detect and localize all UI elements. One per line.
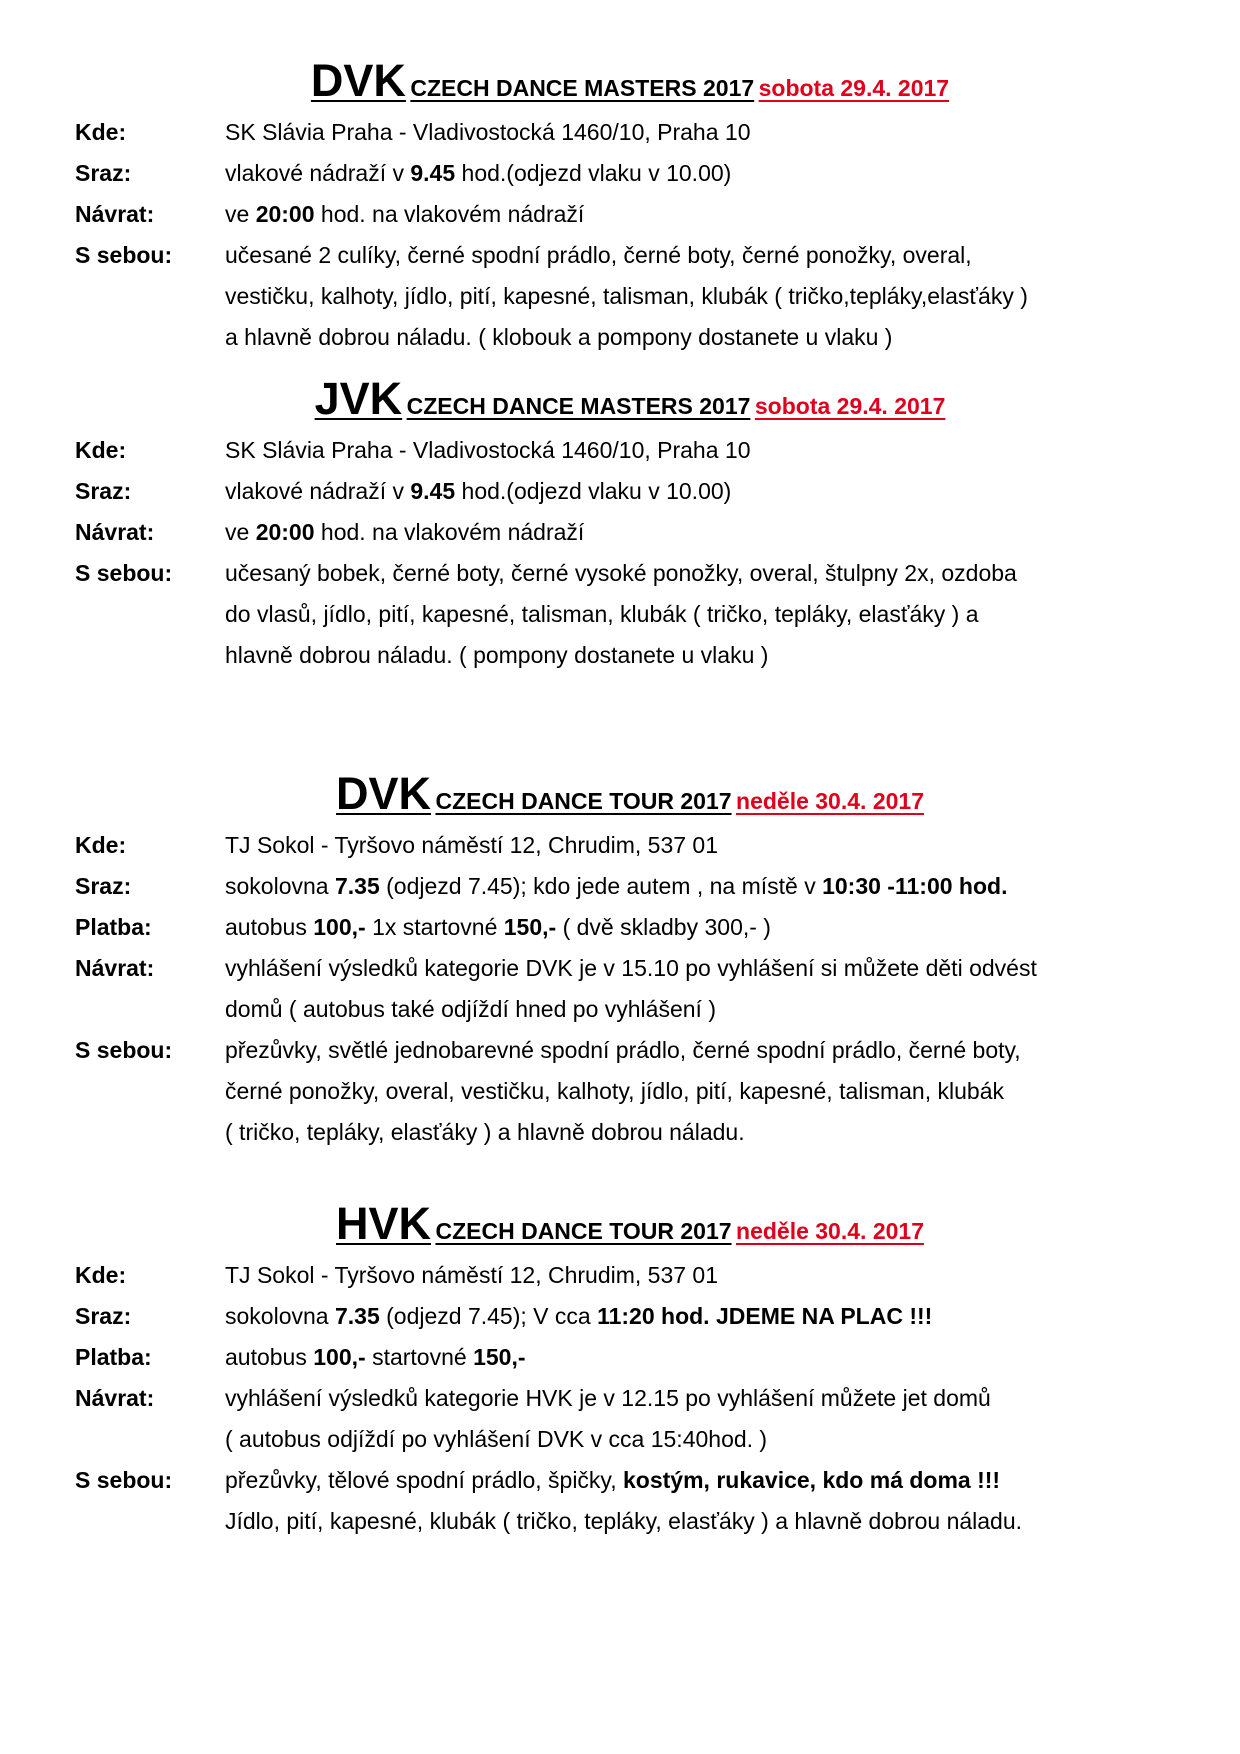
text-segment: vlakové nádraží v [225, 160, 411, 186]
text-segment: učesané 2 culíky, černé spodní prádlo, černé boty, černé ponožky, overal, [225, 242, 972, 268]
info-row-navrat [0, 194, 1240, 235]
row-label: Sraz: [75, 873, 132, 899]
text-segment: startovné [365, 1344, 474, 1370]
category-abbr: DVK [336, 768, 432, 819]
event-date: neděle 30.4. 2017 [736, 1218, 924, 1244]
text-segment: přezůvky, světlé jednobarevné spodní prádlo, černé spodní prádlo, černé boty, [225, 1037, 1021, 1063]
event-section-jvk-masters [0, 370, 1240, 676]
text-segment: sokolovna [225, 1303, 335, 1329]
row-line [225, 825, 1180, 866]
row-line [225, 1296, 1180, 1337]
info-row-kde [0, 1255, 1240, 1296]
text-segment: Jídlo, pití, kapesné, klubák ( tričko, tepláky, elasťáky ) a hlavně dobrou náladu. [225, 1508, 1023, 1534]
info-row-platba [0, 1337, 1240, 1378]
info-row-s-sebou [0, 1460, 1240, 1542]
text-segment: vyhlášení výsledků kategorie HVK je v 12.15 po vyhlášení můžete jet domů [225, 1385, 991, 1411]
text-segment: vyhlášení výsledků kategorie DVK je v 15.10 po vyhlášení si můžete děti odvést [225, 955, 1037, 981]
event-name: CZECH DANCE MASTERS 2017 [410, 75, 755, 101]
row-line [225, 153, 1180, 194]
text-segment: autobus [225, 914, 314, 940]
text-segment: hod.(odjezd vlaku v 10.00) [455, 478, 732, 504]
row-line [225, 594, 1180, 635]
bold-segment: 150,- [503, 914, 557, 940]
row-line [225, 276, 1180, 317]
row-label: Kde: [75, 437, 127, 463]
text-segment: ve [225, 519, 256, 545]
row-line [225, 1255, 1180, 1296]
text-segment: přezůvky, tělové spodní prádlo, špičky, [225, 1467, 624, 1493]
row-line [225, 112, 1180, 153]
event-section-hvk-tour [0, 1195, 1240, 1542]
text-segment: ( autobus odjíždí po vyhlášení DVK v cca 15:40hod. ) [225, 1426, 768, 1452]
bold-segment: 20:00 [255, 519, 315, 545]
row-line [225, 1337, 1180, 1378]
text-segment: černé ponožky, overal, vestičku, kalhoty, jídlo, pití, kapesné, talisman, klubák [225, 1078, 1004, 1104]
info-row-kde [0, 825, 1240, 866]
event-heading [0, 765, 1240, 823]
text-segment: vlakové nádraží v [225, 478, 411, 504]
info-row-navrat [0, 512, 1240, 553]
text-segment: do vlasů, jídlo, pití, kapesné, talisman, klubák ( tričko, tepláky, elasťáky ) a [225, 601, 979, 627]
row-label: Návrat: [75, 201, 155, 227]
info-row-s-sebou [0, 235, 1240, 358]
row-label: Sraz: [75, 160, 132, 186]
text-segment: autobus [225, 1344, 314, 1370]
row-line [225, 512, 1180, 553]
category-abbr: DVK [310, 55, 406, 106]
text-segment: SK Slávia Praha - Vladivostocká 1460/10, Praha 10 [225, 119, 751, 145]
text-segment: vestičku, kalhoty, jídlo, pití, kapesné, talisman, klubák ( tričko,tepláky,elasťáky ) [225, 283, 1028, 309]
bold-segment: 10:30 -11:00 hod. [822, 873, 1008, 899]
row-label: Platba: [75, 1344, 152, 1370]
event-date: sobota 29.4. 2017 [754, 393, 946, 419]
event-date: neděle 30.4. 2017 [736, 788, 924, 814]
row-label: S sebou: [75, 560, 173, 586]
info-row-sraz [0, 471, 1240, 512]
row-label: Kde: [75, 119, 127, 145]
event-heading [0, 370, 1240, 428]
info-row-s-sebou [0, 1030, 1240, 1153]
row-line [225, 1501, 1180, 1542]
row-line [225, 194, 1180, 235]
text-segment: ( dvě skladby 300,- ) [556, 914, 771, 940]
info-row-kde [0, 430, 1240, 471]
text-segment: (odjezd 7.45); kdo jede autem , na místě v [379, 873, 823, 899]
row-label: Kde: [75, 1262, 127, 1288]
row-line [225, 1378, 1180, 1419]
text-segment: hod.(odjezd vlaku v 10.00) [455, 160, 732, 186]
text-segment: hod. na vlakovém nádraží [314, 201, 585, 227]
row-line [225, 1030, 1180, 1071]
info-row-navrat [0, 1378, 1240, 1460]
row-line [225, 1460, 1180, 1501]
category-abbr: HVK [336, 1198, 432, 1249]
row-line [225, 471, 1180, 512]
bold-segment: 9.45 [410, 160, 456, 186]
row-line [225, 866, 1180, 907]
bold-segment: 11:20 hod. JDEME NA PLAC !!! [597, 1303, 933, 1329]
row-line [225, 635, 1180, 676]
event-heading [0, 1195, 1240, 1253]
row-label: S sebou: [75, 1467, 173, 1493]
category-abbr: JVK [314, 373, 403, 424]
event-heading [0, 52, 1240, 110]
bold-segment: 20:00 [255, 201, 315, 227]
text-segment: a hlavně dobrou náladu. ( klobouk a pompony dostanete u vlaku ) [225, 324, 893, 350]
row-line [225, 1071, 1180, 1112]
text-segment: SK Slávia Praha - Vladivostocká 1460/10, Praha 10 [225, 437, 751, 463]
text-segment: (odjezd 7.45); V cca [379, 1303, 598, 1329]
bold-segment: 7.35 [334, 873, 380, 899]
text-segment: sokolovna [225, 873, 335, 899]
row-label: S sebou: [75, 1037, 173, 1063]
info-row-sraz [0, 153, 1240, 194]
text-segment: 1x startovné [365, 914, 504, 940]
row-line [225, 948, 1180, 989]
event-date: sobota 29.4. 2017 [758, 75, 950, 101]
text-segment: učesaný bobek, černé boty, černé vysoké ponožky, overal, štulpny 2x, ozdoba [225, 560, 1017, 586]
info-row-platba [0, 907, 1240, 948]
row-label: Sraz: [75, 1303, 132, 1329]
row-line [225, 1419, 1180, 1460]
row-line [225, 907, 1180, 948]
row-line [225, 317, 1180, 358]
bold-segment: 150,- [473, 1344, 526, 1370]
info-row-kde [0, 112, 1240, 153]
bold-segment: 100,- [313, 914, 366, 940]
row-label: S sebou: [75, 242, 173, 268]
text-segment: hod. na vlakovém nádraží [314, 519, 585, 545]
text-segment: hlavně dobrou náladu. ( pompony dostanete u vlaku ) [225, 642, 769, 668]
bold-segment: 9.45 [410, 478, 456, 504]
row-line [225, 553, 1180, 594]
info-row-sraz [0, 1296, 1240, 1337]
info-row-s-sebou [0, 553, 1240, 676]
info-row-navrat [0, 948, 1240, 1030]
text-segment: TJ Sokol - Tyršovo náměstí 12, Chrudim, 537 01 [225, 832, 719, 858]
row-label: Návrat: [75, 1385, 155, 1411]
event-name: CZECH DANCE TOUR 2017 [435, 788, 732, 814]
bold-segment: 7.35 [334, 1303, 380, 1329]
row-line [225, 989, 1180, 1030]
event-section-dvk-masters [0, 52, 1240, 358]
row-line [225, 1112, 1180, 1153]
row-label: Kde: [75, 832, 127, 858]
row-line [225, 430, 1180, 471]
row-line [225, 235, 1180, 276]
row-label: Sraz: [75, 478, 132, 504]
bold-segment: kostým, rukavice, kdo má doma !!! [623, 1467, 1001, 1493]
event-name: CZECH DANCE MASTERS 2017 [406, 393, 751, 419]
event-name: CZECH DANCE TOUR 2017 [435, 1218, 732, 1244]
text-segment: ( tričko, tepláky, elasťáky ) a hlavně dobrou náladu. [225, 1119, 745, 1145]
row-label: Návrat: [75, 955, 155, 981]
event-section-dvk-tour [0, 765, 1240, 1153]
text-segment: domů ( autobus také odjíždí hned po vyhlášení ) [225, 996, 716, 1022]
info-row-sraz [0, 866, 1240, 907]
text-segment: ve [225, 201, 256, 227]
text-segment: TJ Sokol - Tyršovo náměstí 12, Chrudim, 537 01 [225, 1262, 719, 1288]
row-label: Platba: [75, 914, 152, 940]
row-label: Návrat: [75, 519, 155, 545]
bold-segment: 100,- [313, 1344, 366, 1370]
